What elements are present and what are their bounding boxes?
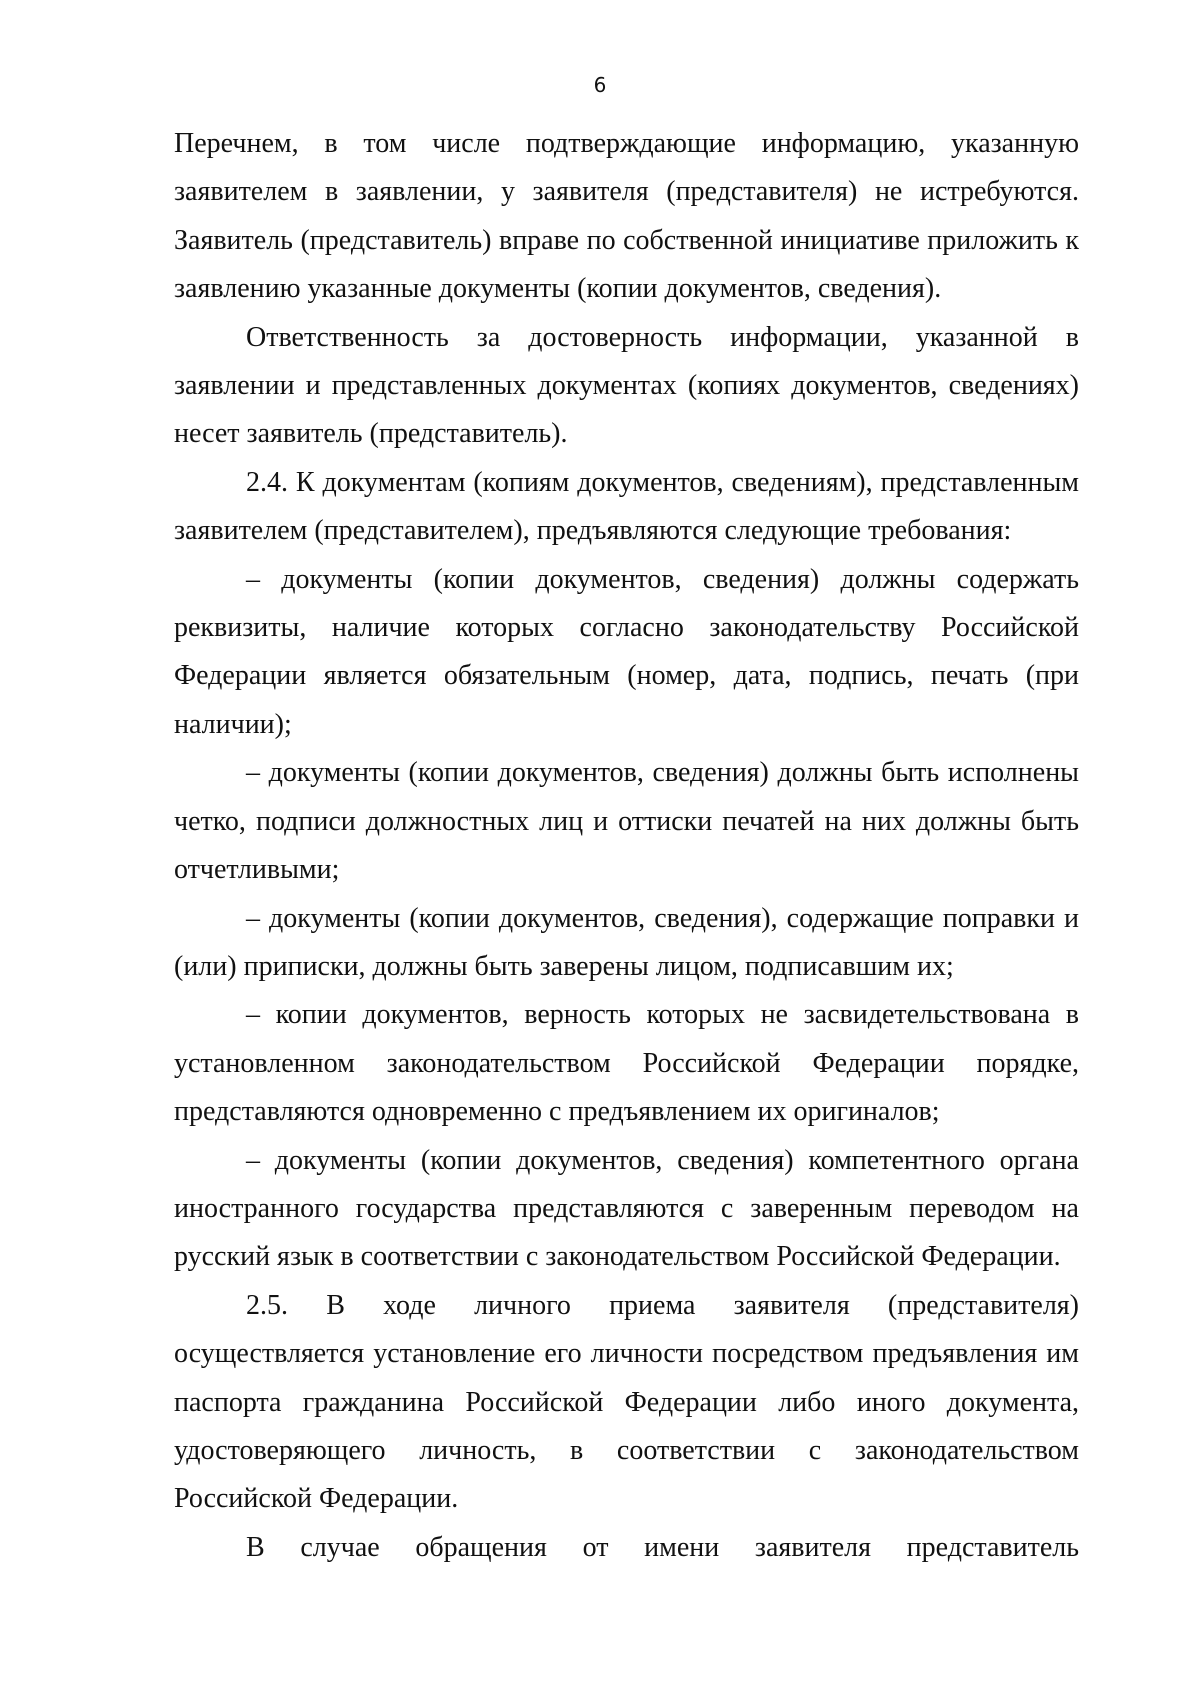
page-number: 6 <box>593 73 607 97</box>
paragraph-section-2-4: 2.4. К документам (копиям документов, сведениям), представленным заявителем (представителем), предъявляются следующие требования: <box>174 466 1079 547</box>
paragraph-list-continuation: Перечнем, в том числе подтверждающие информацию, указанную заявителем в заявлении, у заявителя (представителя) не истребуются. Заявитель (представитель) вправе по собственной инициативе приложить к заявлению указанные документы (копии документов, сведения). <box>174 128 1079 305</box>
paragraph-section-2-5: 2.5. В ходе личного приема заявителя (представителя) осуществляется установление его личности посредством предъявления им паспорта гражданина Российской Федерации либо иного документа, удостоверяющего личность, в соответствии с законодательством Российской Федерации. <box>174 1289 1079 1515</box>
list-item-legibility: – документы (копии документов, сведения) должны быть исполнены четко, подписи должностных лиц и оттиски печатей на них должны быть отчетливыми; <box>174 757 1079 886</box>
list-item-corrections: – документы (копии документов, сведения), содержащие поправки и (или) приписки, должны быть заверены лицом, подписавшим их; <box>174 902 1079 982</box>
list-item-copies: – копии документов, верность которых не засвидетельствована в установленном законодательством Российской Федерации порядке, представляются одновременно с предъявлением их оригиналов; <box>174 999 1079 1128</box>
paragraph-representative: В случае обращения от имени заявителя представитель <box>246 1531 1079 1563</box>
list-item-foreign-documents: – документы (копии документов, сведения) компетентного органа иностранного государства представляются с заверенным переводом на русский язык в соответствии с законодательством Российской Федерации. <box>174 1144 1079 1273</box>
document-body <box>174 120 1079 1572</box>
paragraph-responsibility: Ответственность за достоверность информации, указанной в заявлении и представленных документах (копиях документов, сведениях) несет заявитель (представитель). <box>174 321 1079 450</box>
list-item-requisites: – документы (копии документов, сведения) должны содержать реквизиты, наличие которых согласно законодательству Российской Федерации является обязательным (номер, дата, подпись, печать (при наличии); <box>174 563 1079 740</box>
